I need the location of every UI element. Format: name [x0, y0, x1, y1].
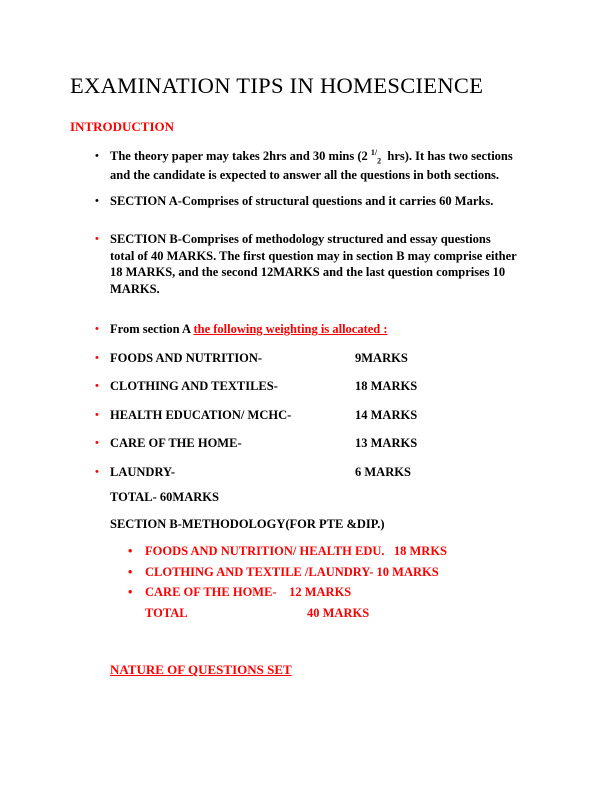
weighting-label: CARE OF THE HOME- [110, 436, 242, 451]
fraction-denominator: 2 [377, 156, 382, 166]
bullet-icon [95, 350, 110, 367]
weighting-intro-underlined: the following weighting is allocated : [193, 322, 388, 337]
weighting-intro-plain: From section A [110, 322, 194, 337]
bullet-icon [95, 193, 110, 210]
bullet-icon [128, 564, 145, 581]
bullet-icon [95, 321, 110, 338]
methodology-item-text: FOODS AND NUTRITION/ HEALTH EDU. 18 MRKS [145, 544, 448, 559]
weighting-row-health [95, 407, 542, 424]
methodology-item-clothing [128, 564, 542, 581]
weighting-label: CLOTHING AND TEXTILES- [110, 379, 278, 394]
bullet-icon [128, 543, 145, 560]
weighting-row-care [95, 435, 542, 452]
bullet-text-pre: The theory paper may takes 2hrs and 30 mins (2 [110, 149, 371, 164]
nature-of-questions-heading [110, 661, 542, 678]
weighting-label: LAUNDRY- [110, 464, 176, 479]
weighting-row-foods [95, 350, 542, 367]
methodology-total-line [145, 605, 542, 622]
bullet-icon [128, 584, 145, 601]
introduction-heading: INTRODUCTION [70, 119, 175, 134]
weighting-marks: 6 MARKS [355, 464, 411, 479]
page-title: EXAMINATION TIPS IN HOMESCIENCE [70, 73, 484, 98]
bullet-text-post: hrs). It has two sections and the candidate is expected to answer all the questions in both sections. [110, 149, 516, 183]
methodology-item-text: CARE OF THE HOME- 12 MARKS [145, 585, 352, 600]
methodology-item-care [128, 584, 542, 601]
methodology-item-text: CLOTHING AND TEXTILE /LAUNDRY- 10 MARKS [145, 564, 439, 579]
weighting-label: FOODS AND NUTRITION- [110, 350, 263, 365]
bullet-icon [95, 435, 110, 452]
bullet-item-section-a [95, 193, 542, 210]
bullet-item-theory-paper [95, 148, 542, 184]
methodology-item-foods [128, 543, 542, 560]
bullet-icon [95, 148, 110, 184]
weighting-intro-line [95, 321, 542, 338]
methodology-total-marks: 40 MARKS [307, 605, 370, 620]
weighting-row-laundry [95, 464, 542, 481]
weighting-marks: 9MARKS [355, 350, 408, 365]
weighting-marks: 13 MARKS [355, 436, 418, 451]
bullet-icon [95, 231, 110, 297]
bullet-text: SECTION A-Comprises of structural questions and it carries 60 Marks. [110, 193, 494, 208]
weighting-marks: 14 MARKS [355, 407, 418, 422]
bullet-icon [95, 464, 110, 481]
weighting-marks: 18 MARKS [355, 379, 418, 394]
weighting-intro-text [110, 321, 388, 338]
weighting-label: HEALTH EDUCATION/ MCHC- [110, 407, 292, 422]
bullet-item-section-b [95, 231, 542, 297]
section-b-heading: SECTION B-METHODOLOGY(FOR PTE &DIP.) [110, 516, 385, 531]
bullet-icon [95, 407, 110, 424]
methodology-total-label: TOTAL [145, 605, 188, 620]
weighting-row-clothing [95, 378, 542, 395]
bullet-text: SECTION B-Comprises of methodology structured and essay questions total of 40 MARKS. The first question may in section B may comprise either 18 MARKS, and the second 12MARKS and the last question comprises 10 MARKS. [110, 232, 520, 296]
total-line: TOTAL- 60MARKS [110, 490, 219, 505]
nature-of-questions-text: NATURE OF QUESTIONS SET [110, 662, 292, 678]
bullet-text [110, 148, 518, 184]
fraction-numerator: 1/ [370, 148, 378, 157]
bullet-icon [95, 378, 110, 395]
